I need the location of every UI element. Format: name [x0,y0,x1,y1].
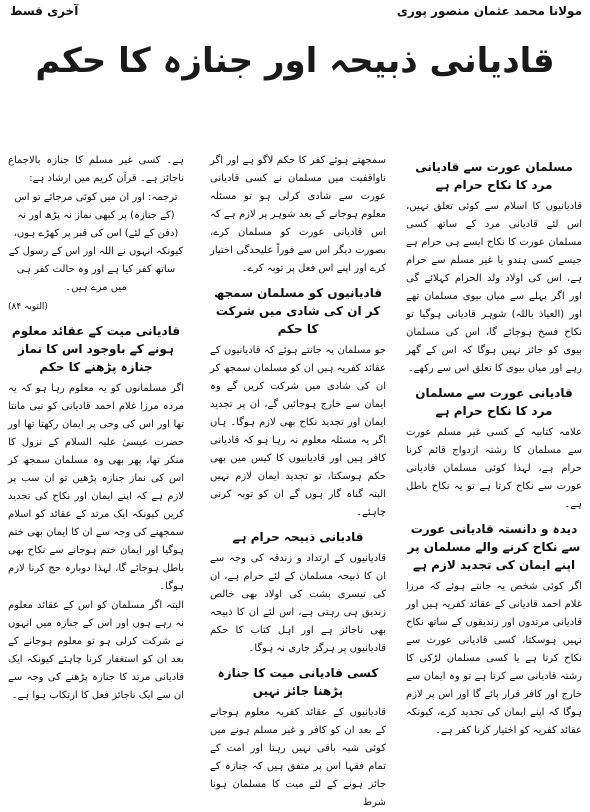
paragraph: جو مسلمان یہ جانتے ہوئے کہ قادیانیوں کے عقائد کفریہ ہیں ان کو مسلمان سمجھ کر ان کی شادی میں شرکت کریں گے وہ ایمان سے خارج ہوجائیں گے، ان پر تجدید ایمان اور تجدید نکاح بھی لازم ہوگا۔ ہاں اگر یہ مسئلہ معلوم نہ رہا ہو کہ قادیانی کافر ہیں اور قادیانیوں کا کیس میں بھی حکم ہوسکتا، تو تجدید ایمان لازم نہیں البتہ گناہ گار ہوں گے ان کو توبہ کرنی چاہئے۔ [210,345,386,518]
paragraph: قادیانیوں کا اسلام سے کوئی تعلق نہیں، اس لئے قادیانی مرد کے ساتھ کسی مسلمان عورت کا نکاح ایسے ہی حرام ہے جیسے کسی ہندو یا غیر مسلم سے حرام ہے، اس کی اولاد ولد الحرام کہلائے گی اور اگر پہلے سے میاں بیوی مسلمان تھے اور (العیاذ باللہ) شوہر قادیانی ہوگیا تو نکاح فسخ ہوجائے گا، اس کی مسلمان بیوی کو جائز نہیں ہوگا کہ اس کے گھر رہے اور میاں بیوی کا تعلق اس سے رکھے۔ [406,201,582,374]
header-installment: آخری قسط [10,4,79,18]
verse-reference: (التوبہ ۸۴) [8,302,48,312]
page-title: قادیانی ذبیحہ اور جنازہ کا حکم [35,41,555,81]
paragraph: ہے۔ کسی غیر مسلم کا جنازہ بالاجماع ناجائز ہے۔ قرآن کریم میں ارشاد ہے: [8,155,184,184]
header-author: مولانا محمد عثمان منصور پوری [396,4,582,18]
subheading: قادیانیوں کو مسلمان سمجھ کر ان کی شادی میں شرکت کا حکم [213,286,383,336]
paragraph: اگر کوئی شخص یہ جانتے ہوئے کہ مرزا غلام احمد قادیانی کے عقائد کفریہ ہیں اور قادیانی مرتدوں اور زندیقوں کے ساتھ نکاح نہیں ہوسکتا، کسی قادیانی عورت سے نکاح کرتا ہے یا کسی مسلمان لڑکی کا رشتہ قادیانی سے کرتا ہے تو وہ ایمان سے خارج اور کافر قرار پائے گا اور اس پر لازم ہوگا کہ اپنے ایمان کی تجدید کرے، کیونکہ عقائد کفریہ کو اختیار کرنا کفر ہے۔ [406,581,582,736]
subheading: کسی قادیانی میت کا جنازہ پڑھنا جائز نہیں [217,666,379,698]
subheading: مسلمان عورت سے قادیانی مرد کا نکاح حرام ہے [415,160,573,192]
column-left [8,152,184,776]
paragraph: اگر مسلمانوں کو یہ معلوم رہا ہو کہ یہ مردہ مرزا غلام احمد قادیانی کو نبی مانتا تھا اور اس کی وحی پر ایمان رکھتا تھا اور حضرت عیسیٰ علیہ السلام کے نزول کا منکر تھا، پھر بھی وہ مسلمان سمجھ کر اس کی نماز جنازہ پڑھیں تو ان سب پر لازم ہے کہ اپنے ایمان اور نکاح کی تجدید کریں کیونکہ ایک مرتد کے عقائد کو اسلام سمجھنے کی وجہ سے ان کا ایمان بھی ختم ہوگیا اور ایمان ختم ہوجانے سے نکاح بھی باطل ہوجائے گا، لہذا دوبارہ حج کرنا لازم ہوگا۔ [8,383,184,592]
paragraph: سمجھتے ہوئے کفر کا حکم لاگو ہے اور اگر ناواقفیت میں مسلمان نے کسی قادیانی عورت سے شادی کرلی ہو تو مسئلہ معلوم ہوجانے کے بعد شوہر پر لازم ہے کہ اس قادیانی عورت کو مسلمان کرے، بصورت دیگر اس سے فوراً علیحدگی اختیار کرے اور اپنے اس فعل پر توبہ کرے۔ [210,155,386,274]
paragraph: قادیانیوں کے ارتداد و زندقہ کی وجہ سے ان کا ذبیحہ مسلمان کے لئے حرام ہے، ان کی تیسری پشت کی اولاد بھی خالص زندیق ہی رہتی ہے، اس لئے ان کا ذبیحہ بھی ناجائز ہے اور اہل کتاب کا حکم قادیانیوں پر ہرگز جاری نہ ہوگا۔ [210,553,386,654]
column-right [406,152,582,776]
subheading: قادیانی عورت سے مسلمان مرد کا نکاح حرام ہے [415,386,573,418]
paragraph: البتہ اگر مسلمان کو اس کے عقائد معلوم نہ رہے ہوں اور اس کے جنازہ میں انہوں نے شرکت کرلی ہو تو معلوم ہوجانے کے بعد ان کو استغفار کرنا چاہئے کیونکہ ایک قادیانی مرتد کا جنازہ پڑھنے کی وجہ سے ان سے ایک ناجائز فعل کا ارتکاب ہوا ہے۔ [8,600,184,701]
column-middle [210,152,386,808]
paragraph: قادیانیوں کے عقائد کفریہ معلوم ہوجانے کے بعد ان کو کافر و غیر مسلم ہونے میں کوئی شبہ باقی نہیں رہتا اور امت کے تمام فقہا اس پر متفق ہیں کہ جنازہ کے جائز ہونے کے لئے میت کا مسلمان ہونا شرط [210,707,386,808]
paragraph: علامہ کتابیہ کے کسی غیر مسلم عورت سے مسلمان کا رشتہ ازدواج قائم کرنا حرام ہے، لہذا کوئی مسلمان قادیانی عورت سے نکاح کرتا ہے تو یہ نکاح باطل ہے۔ [406,427,582,510]
quran-translation: ترجمہ: اور ان میں کوئی مرجائے تو اس (کے جنازہ) پر کبھی نماز نہ پڑھ اور نہ (دفن کے لئے) اس کی قبر پر کھڑے ہوں، کیونکہ انہوں نے اللہ اور اس کے رسول کے ساتھ کفر کیا ہے اور وہ حالت کفر ہی میں مرے ہیں۔ [8,192,184,293]
subheading: قادیانی میت کے عقائد معلوم ہونے کے باوجود اس کا نماز جنازہ پڑھنے کا حکم [11,324,181,374]
subheading: دیدہ و دانستہ قادیانی عورت سے نکاح کرنے والے مسلمان پر اپنے ایمان کی تجدید لازم ہے [407,522,581,572]
subheading: قادیانی ذبیحہ حرام ہے [232,530,364,544]
